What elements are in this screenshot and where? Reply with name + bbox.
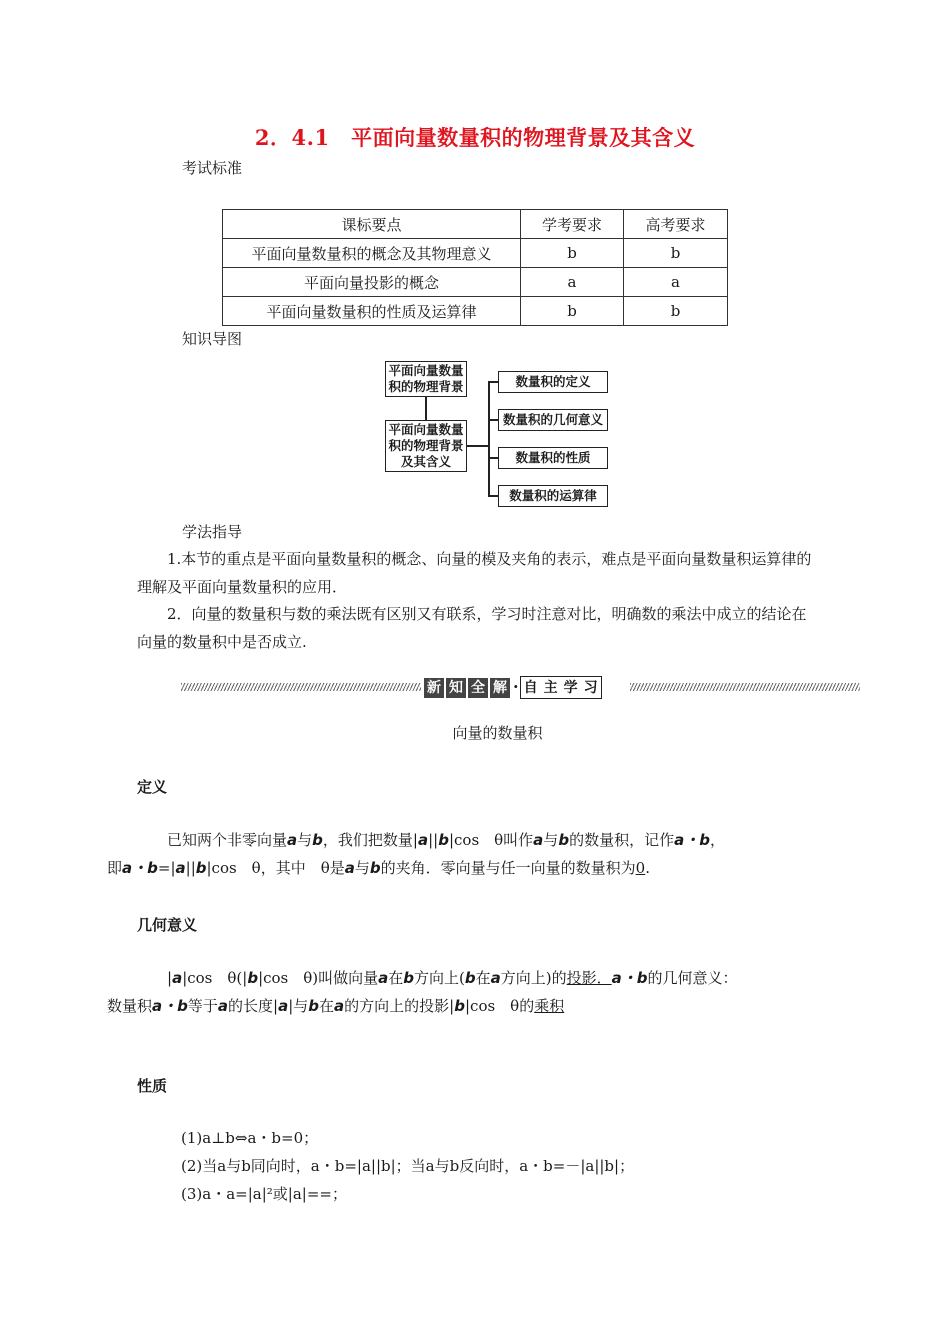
text: 与: [297, 831, 313, 849]
dot-product: a・b: [611, 969, 648, 987]
section-title: 向量的数量积: [452, 724, 543, 742]
map-connector: [488, 381, 490, 496]
banner-char: 学: [563, 680, 578, 696]
text: ，我们把数量|: [322, 831, 418, 849]
text: 与: [543, 831, 559, 849]
banner-dot: ·: [513, 677, 519, 696]
study-guide-item: 1.本节的重点是平面向量数量积的概念、向量的模及夹角的表示，难点是平面向量数量积运算律的理解及平面向量数量积的应用．: [137, 550, 812, 596]
map-branch-box: 数量积的性质: [498, 447, 608, 469]
map-main-box-line: 平面向量数量: [388, 422, 464, 437]
vector-a: a: [175, 859, 186, 877]
banner-char: 主: [543, 680, 558, 696]
text: 的数量积，记作: [569, 831, 675, 849]
definition-heading: 定义: [137, 778, 168, 796]
map-top-box-line: 平面向量数量: [388, 363, 464, 378]
text: |cos θ(|: [182, 969, 248, 987]
definition-paragraph: [107, 826, 817, 882]
vector-a: a: [287, 831, 298, 849]
vector-b: b: [438, 831, 449, 849]
study-guide-heading: 学法指导: [182, 523, 243, 541]
map-main-box-line: 及其含义: [400, 454, 451, 469]
text: |与: [288, 997, 309, 1015]
vector-b: b: [403, 969, 415, 987]
table-header-row: [223, 210, 728, 239]
text: 方向上(: [414, 969, 465, 987]
text: ，: [709, 831, 725, 849]
map-connector: [425, 397, 427, 420]
map-branch-box: 数量积的运算律: [498, 485, 608, 507]
vector-b: b: [308, 997, 320, 1015]
vector-a: a: [172, 969, 183, 987]
map-main-box-line: 积的物理背景: [388, 438, 464, 453]
answer-blank: 0: [635, 859, 646, 877]
vector-a: a: [334, 997, 345, 1015]
map-branch-box: 数量积的几何意义: [498, 409, 608, 431]
text: 在: [475, 969, 491, 987]
text: 即: [107, 859, 123, 877]
banner-hatch-left: [181, 683, 421, 691]
text: ||: [428, 831, 439, 849]
vector-b: b: [312, 831, 323, 849]
vector-b: b: [558, 831, 570, 849]
text: |cos θ)叫做向量: [258, 969, 379, 987]
study-guide-item: 2．向量的数量积与数的乘法既有区别又有联系，学习时注意对比，明确数的乘法中成立的结论在向量的数量积中是否成立.: [137, 605, 807, 651]
text: 等于: [187, 997, 218, 1015]
banner-light-group: [520, 676, 602, 699]
banner-char: 新: [424, 678, 444, 698]
table-header-cell: 学考要求: [521, 210, 624, 239]
table-cell: 平面向量数量积的性质及运算律: [223, 297, 521, 326]
page-title: 2．4.1 平面向量数量积的物理背景及其含义: [254, 125, 696, 150]
text: |: [167, 969, 173, 987]
table-cell: a: [624, 268, 728, 297]
vector-a: a: [490, 969, 501, 987]
answer-blank: 乘积: [534, 997, 565, 1015]
vector-b: b: [464, 969, 476, 987]
table-cell: b: [624, 297, 728, 326]
table-cell: a: [521, 268, 624, 297]
dot-product: a・b: [674, 831, 710, 849]
banner-char: 习: [583, 680, 598, 696]
table-header-cell: 课标要点: [223, 210, 521, 239]
text: 方向上)的: [500, 969, 567, 987]
dot-product: a・b: [152, 997, 188, 1015]
table-cell: 平面向量投影的概念: [223, 268, 521, 297]
vector-a: a: [278, 997, 289, 1015]
table-cell: b: [521, 297, 624, 326]
vector-b: b: [247, 969, 259, 987]
vector-a: a: [417, 831, 429, 849]
vector-a: a: [378, 969, 389, 987]
text: 的长度|: [228, 997, 279, 1015]
text: 的方向上的投影|: [344, 997, 455, 1015]
text: |cos θ的: [464, 997, 535, 1015]
vector-a: a: [533, 831, 544, 849]
exam-standard-heading: 考试标准: [182, 159, 243, 177]
text: 的夹角．零向量与任一向量的数量积为: [380, 859, 636, 877]
text: |cos θ叫作: [448, 831, 534, 849]
table-row: [223, 297, 728, 326]
map-connector: [488, 381, 498, 383]
geometry-paragraph: [107, 964, 817, 1020]
section-banner: [424, 676, 602, 698]
text: .: [645, 859, 650, 877]
map-connector: [488, 495, 498, 497]
vector-b: b: [369, 859, 381, 877]
map-connector: [488, 457, 498, 459]
table-cell: b: [521, 239, 624, 268]
dot-product: a・b: [122, 859, 158, 877]
banner-char: 全: [468, 678, 488, 698]
text: 与: [354, 859, 370, 877]
map-branch-box: 数量积的定义: [498, 371, 608, 393]
geometry-heading: 几何意义: [137, 916, 198, 934]
standards-table: [222, 209, 728, 326]
property-item: (2)当a与b同向时，a・b=|a||b|；当a与b反向时，a・b=－|a||b|；: [181, 1157, 635, 1175]
vector-b: b: [195, 859, 207, 877]
vector-b: b: [454, 997, 465, 1015]
text: ||: [185, 859, 196, 877]
banner-char: 知: [446, 678, 466, 698]
property-item: (1)a⊥b⇔a・b=0；: [181, 1129, 319, 1147]
banner-hatch-right: [630, 683, 860, 691]
vector-a: a: [217, 997, 229, 1015]
text: |cos θ，其中 θ是: [206, 859, 345, 877]
banner-char: 自: [523, 680, 538, 696]
text: =|: [157, 859, 176, 877]
map-main-box: [385, 420, 467, 472]
knowledge-map-heading: 知识导图: [182, 330, 243, 348]
text: 在: [319, 997, 335, 1015]
properties-heading: 性质: [137, 1077, 168, 1095]
table-cell: 平面向量数量积的概念及其物理意义: [223, 239, 521, 268]
answer-blank: 投影．: [566, 969, 612, 987]
text: 已知两个非零向量: [167, 831, 288, 849]
property-item: (3)a・a=|a|²或|a|==；: [181, 1185, 347, 1203]
text: 数量积: [107, 997, 153, 1015]
table-row: [223, 239, 728, 268]
banner-char: 解: [490, 678, 510, 698]
map-connector: [488, 419, 498, 421]
map-connector: [467, 445, 489, 447]
table-header-cell: 高考要求: [624, 210, 728, 239]
table-row: [223, 268, 728, 297]
vector-a: a: [344, 859, 355, 877]
text: 的几何意义：: [647, 969, 738, 987]
table-cell: b: [624, 239, 728, 268]
map-top-box-line: 积的物理背景: [388, 379, 464, 394]
map-top-box: [385, 361, 467, 397]
text: 在: [388, 969, 404, 987]
